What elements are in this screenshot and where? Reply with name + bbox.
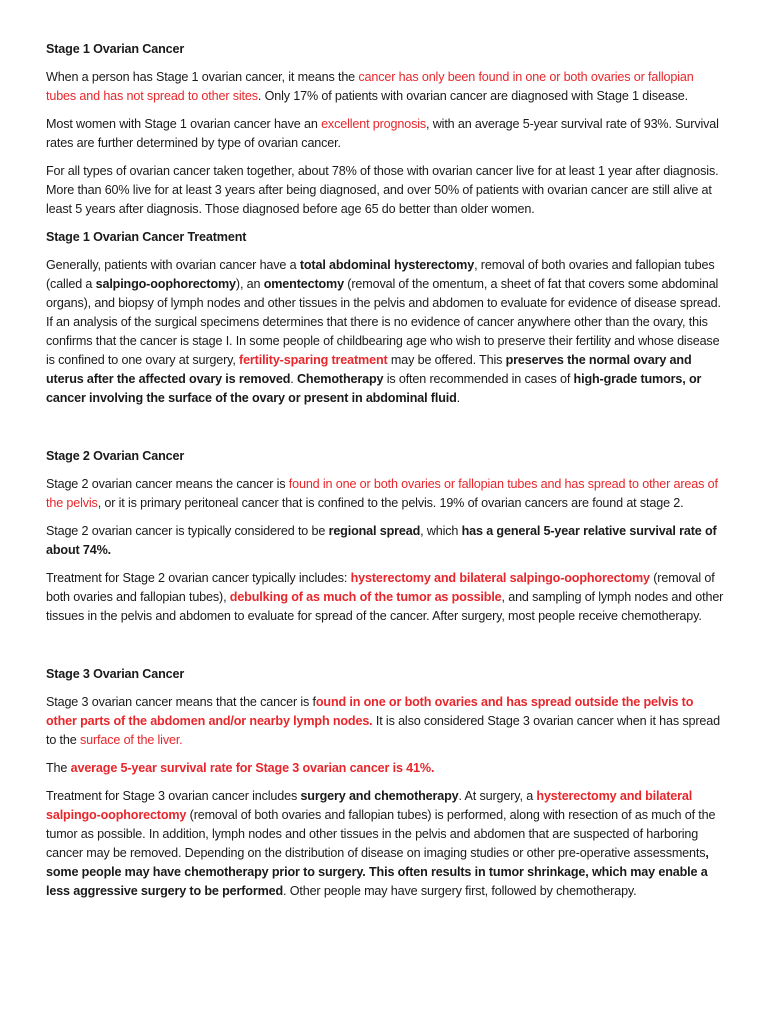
stage1-treatment-paragraph: Generally, patients with ovarian cancer have a total abdominal hysterectomy, removal of both ovaries and fallopian tubes (called a salpingo-oophorectomy), an omentectomy (removal of the omentum, a sheet of fat that covers some abdominal organs), and biopsy of lymph nodes and other tissues in the pelvis and abdomen to evaluate for evidence of disease spread. If an analysis of the surgical specimens determines that there is no evidence of cancer anywhere other than the ovary, this confirms that the cancer is stage I. In some people of childbearing age who wish to preserve their fertility and whose disease is confined to one ovary at surgery, fertility-sparing treatment may be offered. This preserves the normal ovary and uterus after the affected ovary is removed. Chemotherapy is often recommended in cases of high-grade tumors, or cancer involving the surface of the ovary or present in abdominal fluid. (46, 258, 721, 405)
stage1-treatment-heading: Stage 1 Ovarian Cancer Treatment (46, 230, 247, 244)
stage1-paragraph-2: Most women with Stage 1 ovarian cancer have an excellent prognosis, with an average 5-year survival rate of 93%. Survival rates are further determined by type of ovarian cancer. (46, 117, 719, 150)
stage3-heading: Stage 3 Ovarian Cancer (46, 667, 185, 681)
stage2-paragraph-2: Stage 2 ovarian cancer is typically considered to be regional spread, which has a general 5-year relative survival rate of about 74%. (46, 524, 717, 557)
stage2-paragraph-1: Stage 2 ovarian cancer means the cancer is found in one or both ovaries or fallopian tubes and has spread to other areas of the pelvis, or it is primary peritoneal cancer that is confined to the pelvis. 19% of ovarian cancers are found at stage 2. (46, 477, 718, 510)
stage3-paragraph-3: Treatment for Stage 3 ovarian cancer includes surgery and chemotherapy. At surgery, a hysterectomy and bilateral salpingo-oophorectomy (removal of both ovaries and fallopian tubes) is performed, along with resection of as much of the tumor as possible. In addition, lymph nodes and other tissues in the pelvis and abdomen that are suspected of harboring cancer may be removed. Depending on the distribution of disease on imaging studies or other pre-operative assessments, some people may have chemotherapy prior to surgery. This often results in tumor shrinkage, which may enable a less aggressive surgery to be performed. Other people may have surgery first, followed by chemotherapy. (46, 789, 716, 898)
stage1-paragraph-3: For all types of ovarian cancer taken together, about 78% of those with ovarian cancer live for at least 1 year after diagnosis. More than 60% live for at least 3 years after being diagnosed, and over 50% of patients with ovarian cancer are still alive at least 5 years after diagnosis. Those diagnosed before age 65 do better than older women. (46, 164, 719, 216)
spacer (46, 417, 724, 447)
stage2-heading: Stage 2 Ovarian Cancer (46, 449, 185, 463)
stage1-heading: Stage 1 Ovarian Cancer (46, 42, 185, 56)
stage1-paragraph-1: When a person has Stage 1 ovarian cancer, it means the cancer has only been found in one or both ovaries or fallopian tubes and has not spread to other sites. Only 17% of patients with ovarian cancer are diagnosed with Stage 1 disease. (46, 70, 694, 103)
stage2-paragraph-3: Treatment for Stage 2 ovarian cancer typically includes: hysterectomy and bilateral salpingo-oophorectomy (removal of both ovaries and fallopian tubes), debulking of as much of the tumor as possible, and sampling of lymph nodes and other tissues in the pelvis and abdomen to evaluate for spread of the cancer. After surgery, most people receive chemotherapy. (46, 571, 724, 623)
stage3-paragraph-2: The average 5-year survival rate for Stage 3 ovarian cancer is 41%. (46, 761, 435, 775)
stage3-paragraph-1: Stage 3 ovarian cancer means that the cancer is found in one or both ovaries and has spread outside the pelvis to other parts of the abdomen and/or nearby lymph nodes. It is also considered Stage 3 ovarian cancer when it has spread to the surface of the liver. (46, 695, 720, 747)
spacer (46, 635, 724, 665)
